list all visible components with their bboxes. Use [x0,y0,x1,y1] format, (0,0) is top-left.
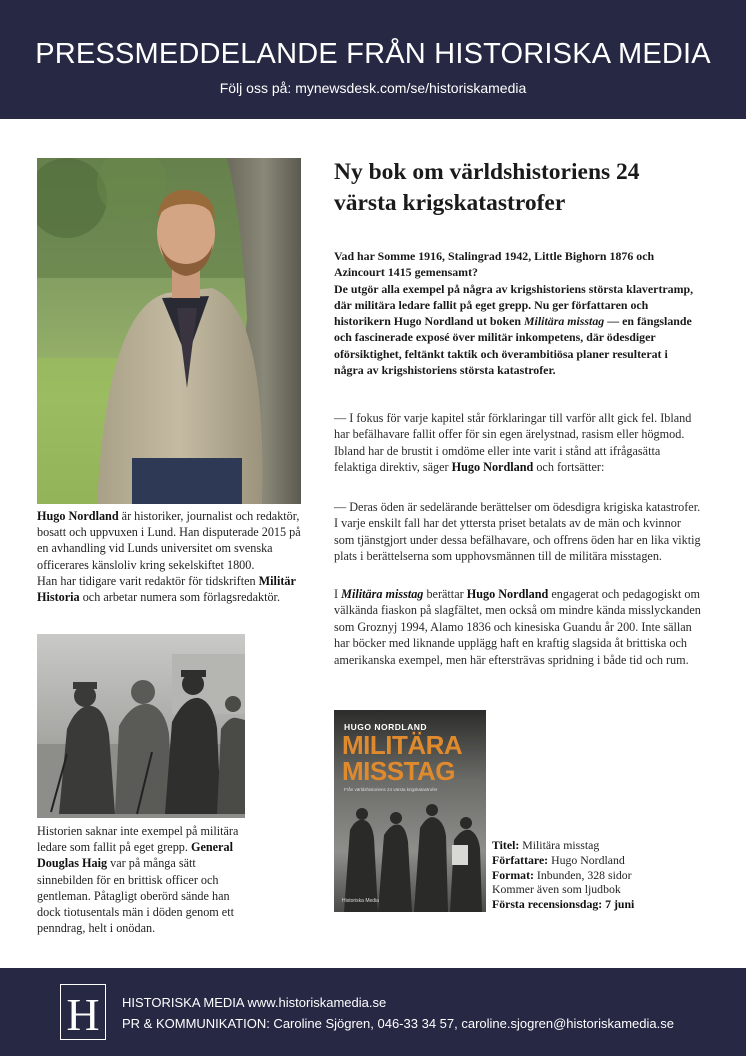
header-title: PRESSMEDDELANDE FRÅN HISTORISKA MEDIA [35,38,711,70]
fact-format: Format: Inbunden, 328 sidor [492,867,632,882]
cover-title-1: MILITÄRA [342,730,463,760]
article-lead: Vad har Somme 1916, Stalingrad 1942, Little Bighorn 1876 och Azincourt 1415 gemensamt? De utgör alla exempel på några av krigshistoriens största klavertramp, där militära ledare fallit på eget grepp. Nu ger författaren och historikern Hugo Nordland ut boken Militära misstag — en fängslande och fascinerade exposé över militär inkompetens, där ödesdiger oförsiktighet, feltänkt taktik och överambitiösa planer resulterat i några av krigshistoriens största katastrofer. [334,249,694,378]
cover-author: HUGO NORDLAND [344,722,427,732]
author-photo [37,158,301,504]
article-paragraph-1: — I fokus för varje kapitel står förklaringar till varför allt gick fel. Ibland har befälhavare fallit offer för sin egen ärelystnad, rasism eller högmod. Ibland har de brustit i omdöme eller inte varit i stånd att ifrågasätta felaktiga direktiv, säger Hugo Nordland och fortsätter: [334,411,692,475]
cover-publisher: Historiska Media [342,898,379,904]
article-paragraph-3: I Militära misstag berättar Hugo Nordland engagerat och pedagogiskt om välkända fiaskon på slagfältet, men också om mindre kända misslyckanden som Groznyj 1994, Alamo 1836 och kinesiska Guandu år 200. Inte sällan har böcker med liknande upplägg haft en kraftig slagsida åt brittiska och amerikanska exempel, men här eftersträvas spridning i både tid och rum. [334,587,701,667]
fact-audio: Kommer även som ljudbok [492,882,621,897]
haig-photo [37,634,245,818]
fact-author: Författare: Hugo Nordland [492,852,625,867]
article-headline: Ny bok om världshistoriens 24 värsta krigskatastrofer [334,159,640,216]
logo-letter: H [66,989,100,1040]
author-caption: Hugo Nordland är historiker, journalist och redaktör, bosatt och uppvuxen i Lund. Han disputerade 2015 på en avhandling vid Lunds universitet om svenska officerares känsloliv kring sekelskiftet 1800. Han har tidigare varit redaktör för tidskriften Militär Historia och arbetar numera som förlagsredaktör. [37,509,301,605]
header-banner [0,0,746,119]
publisher-logo-icon [60,984,106,1040]
follow-link[interactable]: Följ oss på: mynewsdesk.com/se/historiskamedia [219,80,527,96]
book-title-inline: Militära misstag [523,314,605,329]
book-facts [492,838,712,912]
magazine-name: Militär Historia [37,573,296,605]
haig-caption: Historien saknar inte exempel på militära ledare som fallit på eget grepp. General Douglas Haig var på många sätt sinnebilden för en brittisk officer och gentleman. Påtagligt oberörd sände han dock tiotusentals män i döden genom ett penndrag, helt i onödan. [37,824,239,936]
book-cover [334,710,486,912]
article-paragraph-2: — Deras öden är sedelärande berättelser om ödesdigra krigiska katastrofer. I varje enskilt fall har det yttersta priset betalats av de män och kvinnor som tjänstgjort under dessa befälhavare, och offrens öden har en lika viktig plats i berättelserna som upphovsmännen till de militära misstagen. [334,500,701,564]
fact-title: Titel: Militära misstag [492,838,600,852]
cover-title-2: MISSTAG [342,756,456,786]
cover-subtitle: Från världshistoriens 24 värsta krigskatastrofer [344,787,438,792]
footer-website-link[interactable]: www.historiskamedia.se [243,995,387,1010]
author-name: Hugo Nordland [37,509,119,523]
haig-name: General Douglas Haig [37,840,233,871]
fact-review-date: Första recensionsdag: 7 juni [492,897,635,912]
footer-publisher: HISTORISKA MEDIA www.historiskamedia.se [122,995,387,1010]
footer-contact[interactable]: PR & KOMMUNIKATION: Caroline Sjögren, 046-33 34 57, caroline.sjogren@historiskamedia.se [122,1016,674,1031]
footer-banner [0,968,746,1056]
